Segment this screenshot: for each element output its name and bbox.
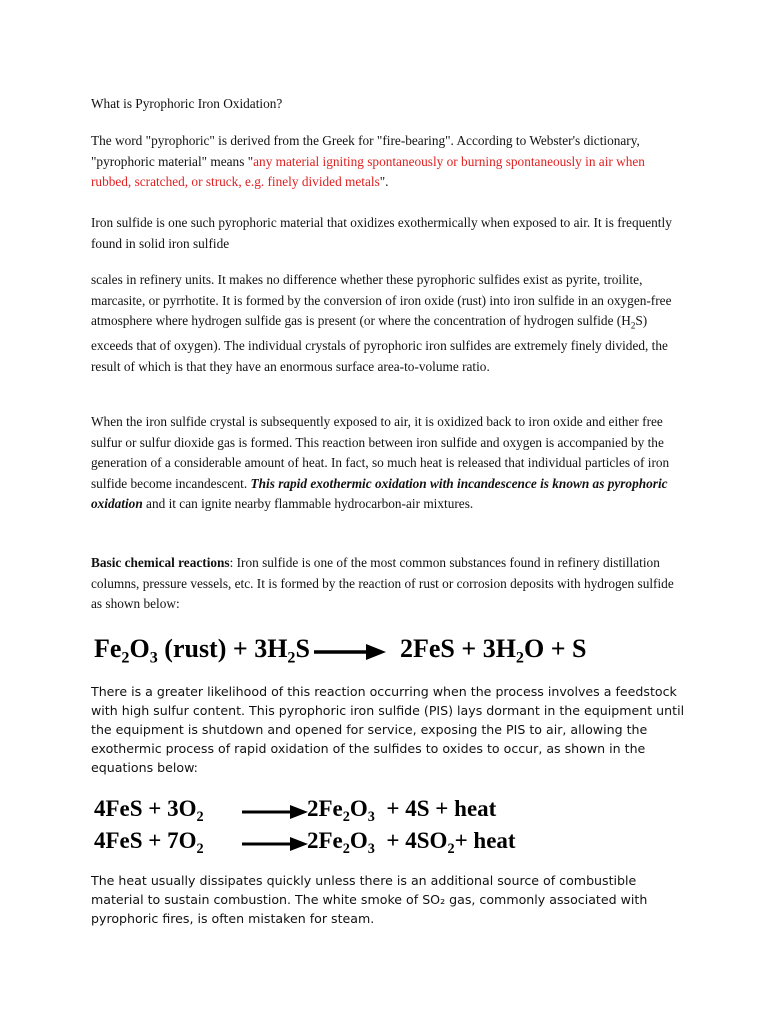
paragraph-oxidation [91, 412, 681, 515]
emphasis-text: This rapid exothermic oxidation with incandescence is known as pyrophoric oxidation [91, 475, 668, 511]
equation-rust-formation-left: $Fe_2O_3$ (rust) + $3H_2S$ [94, 634, 310, 667]
paragraph-lead: scales in refinery units. It makes no difference whether these pyrophoric sulfides exist as pyrite, troilite, marcasite, or pyrrhotite. It is formed by the conversion of iron oxide (rust) into iron sulfide in an oxygen-free atmosphere where hydrogen sulfide gas is present (or where the concentration of hydrogen sulfide (H [91, 272, 672, 328]
paragraph-basic-reactions [91, 553, 681, 615]
paragraph-tail: ". [379, 174, 389, 189]
paragraph-lead: The word "pyrophoric" is derived from the Greek for "fire-bearing". According to Webster's dictionary, "pyrophoric material" means " [91, 133, 640, 169]
paragraph-pyrophoric-definition [91, 131, 681, 193]
subscript: 2 [630, 320, 636, 331]
equation-oxidation-heat-right: $2Fe_2O_3 + 4S$ + heat [307, 796, 497, 825]
paragraph-lead: When the iron sulfide crystal is subsequently exposed to air, it is oxidized back to iron oxide and either free sulfur or sulfur dioxide gas is formed. This reaction between iron sulfide and oxygen is accompanied by the generation of a considerable amount of heat. In fact, so much heat is released that individual particles of iron sulfide become incandescent. [91, 414, 670, 491]
equation-oxidation-so2-left: $4FeS + 7O_2$ [94, 828, 204, 857]
paragraph-refinery-scales [91, 270, 681, 377]
equation-oxidation-so2-right: $2Fe_2O_3 + 4SO_2+$ heat [307, 828, 516, 857]
paragraph-heat-dissipation: The heat usually dissipates quickly unless there is an additional source of combustible material to sustain combustion. The white smoke of SO₂ gas, commonly associated with pyrophoric fires, is often mistaken for steam. [91, 873, 648, 926]
definition-highlight: any material igniting spontaneously or burning spontaneously in air when rubbed, scratched, or struck, e.g. finely divided metals [91, 153, 645, 189]
paragraph-tail: S) exceeds that of oxygen). The individual crystals of pyrophoric iron sulfides are extremely finely divided, the result of which is that they have an enormous surface area-to-volume ratio. [91, 313, 668, 374]
equation-oxidation-heat-left: $4FeS + 3O_2$ [94, 796, 204, 825]
equation-rust-formation-right: $2FeS + 3H_2O + S$ [400, 634, 587, 667]
paragraph-body: : Iron sulfide is one of the most common substances found in refinery distillation columns, pressure vessels, etc. It is formed by the reaction of rust or corrosion deposits with hydrogen sulfide as shown below: [91, 555, 674, 611]
paragraph-pis-dormant: There is a greater likelihood of this reaction occurring when the process involves a feedstock with high sulfur content. This pyrophoric iron sulfide (PIS) lays dormant in the equipment until the equipment is shutdown and opened for service, exposing the PIS to air, allowing the exothermic process of rapid oxidation of the sulfides to oxides to occur, as shown in the equations below: [91, 684, 685, 775]
paragraph-iron-sulfide: Iron sulfide is one such pyrophoric material that oxidizes exothermically when exposed to air. It is frequently found in solid iron sulfide [91, 215, 672, 251]
reaction-arrow-icon [242, 836, 308, 852]
paragraph-tail: and it can ignite nearby flammable hydrocarbon-air mixtures. [142, 496, 474, 511]
document-title: What is Pyrophoric Iron Oxidation? [91, 96, 283, 111]
reaction-arrow-icon [242, 804, 308, 820]
section-heading: Basic chemical reactions [91, 555, 230, 570]
reaction-arrow-icon [314, 643, 386, 661]
